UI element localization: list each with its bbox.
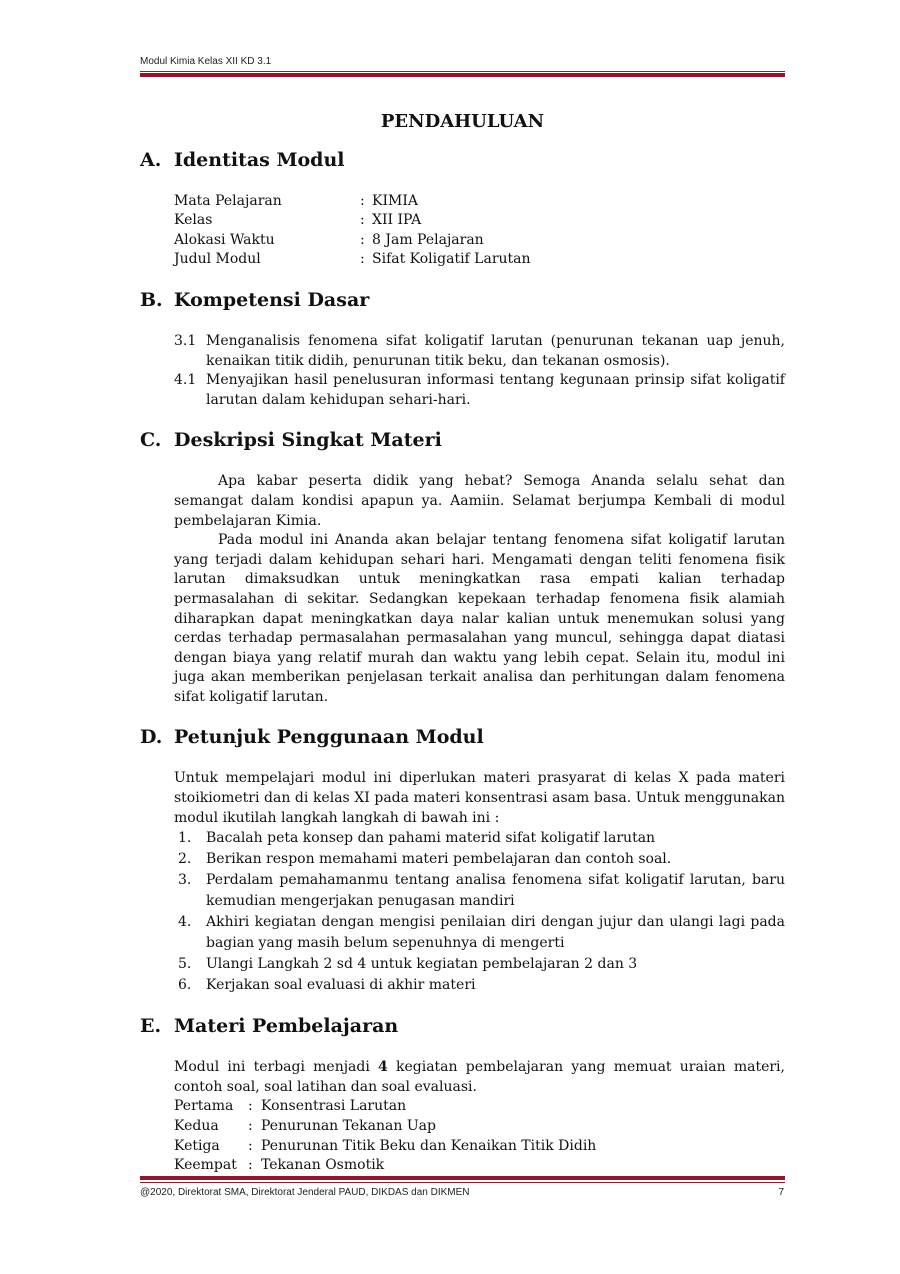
table-row [174,250,531,270]
colon-separator: : [360,212,365,229]
activity-title: Penurunan Titik Beku dan Kenaikan Titik Didih [261,1137,597,1154]
page-number: 7 [778,1187,784,1198]
step-text: Akhiri kegiatan dengan mengisi penilaian diri dengan jujur dan ulangi lagi pada bagian yang masih belum sepenuhnya di mengerti [206,914,785,952]
list-item [174,870,785,912]
running-header: Modul Kimia Kelas XII KD 3.1 [140,56,272,67]
document-title: PENDAHULUAN [380,111,545,132]
colon-separator: : [360,192,365,209]
item-text: Menganalisis fenomena sifat koligatif larutan (penurunan tekanan uap jenuh, kenaikan titik didih, penurunan titik beku, dan tekanan osmosis). [206,332,785,369]
intro-text: Modul ini terbagi menjadi [174,1059,370,1076]
list-item [174,371,785,410]
table-row [174,1156,596,1176]
list-item [174,975,785,996]
header-rule-thin [140,71,785,72]
identity-key: Mata Pelajaran [174,192,282,209]
table-row [174,231,531,251]
table-row [174,192,531,212]
step-text: Bacalah peta konsep dan pahami materid sifat koligatif larutan [206,830,656,847]
table-row [174,1097,596,1117]
paragraph: Untuk mempelajari modul ini diperlukan materi prasyarat di kelas X pada materi stoikiometri dan di kelas XI pada materi konsentrasi asam basa. Untuk menggunakan modul ikutilah langkah langkah di bawah ini : [174,770,785,826]
section-identitas-modul [140,148,785,270]
identity-value: 8 Jam Pelajaran [372,231,484,248]
section-letter: E. [140,1015,162,1038]
identity-key: Kelas [174,212,213,229]
colon-separator: : [248,1098,253,1115]
list-item [174,954,785,975]
step-number: 1. [178,830,192,847]
section-letter: C. [140,429,162,452]
step-number: 6. [178,977,192,994]
list-item [174,828,785,849]
item-number: 3.1 [174,332,197,349]
section-title: Deskripsi Singkat Materi [174,429,442,452]
competency-list [174,332,785,410]
step-text: Berikan respon memahami materi pembelajaran dan contoh soal. [206,851,672,868]
steps-list [174,828,785,996]
colon-separator: : [248,1157,253,1174]
table-row [174,211,531,231]
item-number: 4.1 [174,372,197,389]
footer-rule-thick [140,1176,785,1180]
footer-rule-thin [140,1182,785,1183]
section-kompetensi-dasar [140,288,785,410]
step-text: Ulangi Langkah 2 sd 4 untuk kegiatan pembelajaran 2 dan 3 [206,956,638,973]
step-number: 2. [178,851,192,868]
step-text: Kerjakan soal evaluasi di akhir materi [206,977,476,994]
item-text: Menyajikan hasil penelusuran informasi tentang kegunaan prinsip sifat koligatif larutan dalam kehidupan sehari-hari. [206,372,785,408]
section-heading [140,428,785,452]
colon-separator: : [248,1137,253,1154]
section-materi-pembelajaran [140,1014,785,1176]
identity-value: XII IPA [372,212,422,229]
identity-value: KIMIA [372,192,418,209]
section-heading [140,148,785,172]
activities-table [174,1097,596,1175]
list-item [174,332,785,371]
section-title: Identitas Modul [174,148,345,171]
running-footer: @2020, Direktorat SMA, Direktorat Jenderal PAUD, DIKDAS dan DIKMEN [140,1187,470,1198]
paragraph: Pada modul ini Ananda akan belajar tentang fenomena sifat koligatif larutan yang terjadi dalam kehidupan sehari hari. Mengamati dengan teliti fenomena fisik larutan dimaksudkan untuk meningkatkan rasa empati kalian terhadap permasalahan di sekitar. Sedangkan kepekaan terhadap fenomena fisik alamiah diharapkan dapat meningkatkan daya nalar kalian untuk menemukan solusi yang cerdas terhadap permasalahan permasalahan yang muncul, sehingga dapat diatasi dengan biaya yang relatif murah dan waktu yang lebih cepat. Selain itu, modul ini juga akan memberikan penjelasan terkait analisa dan perhitungan dalam fenomena sifat koligatif larutan. [174,532,785,705]
section-deskripsi-materi [140,428,785,707]
activity-ordinal: Keempat [174,1157,237,1174]
section-letter: B. [140,288,163,311]
activity-count: 4 [378,1059,388,1076]
activity-ordinal: Kedua [174,1118,219,1135]
section-heading [140,288,785,312]
identity-table [174,192,531,270]
page-content [140,112,785,1194]
activity-ordinal: Pertama [174,1098,234,1115]
step-text: Perdalam pemahamanmu tentang analisa fenomena sifat koligatif larutan, baru kemudian mengerjakan penugasan mandiri [206,872,785,910]
section-heading [140,1014,785,1038]
activity-ordinal: Ketiga [174,1137,220,1154]
section-title: Petunjuk Penggunaan Modul [174,726,484,749]
colon-separator: : [248,1118,253,1135]
intro-text: kegiatan pembelajaran yang memuat uraian materi, contoh soal, soal latihan dan soal evaluasi. [174,1059,785,1095]
identity-value: Sifat Koligatif Larutan [372,251,531,268]
step-number: 4. [178,914,192,931]
colon-separator: : [360,231,365,248]
list-item [174,912,785,954]
identity-key: Judul Modul [174,251,261,268]
section-letter: A. [140,148,162,171]
table-row [174,1137,596,1157]
paragraph [174,1058,785,1097]
header-rule-thick [140,73,785,77]
step-number: 5. [178,956,192,973]
activity-title: Tekanan Osmotik [261,1157,385,1174]
colon-separator: : [360,251,365,268]
section-title: Kompetensi Dasar [174,288,370,311]
section-letter: D. [140,726,163,749]
section-heading [140,725,785,749]
step-number: 3. [178,872,192,889]
paragraph: Apa kabar peserta didik yang hebat? Semoga Ananda selalu sehat dan semangat dalam kondisi apapun ya. Aamiin. Selamat berjumpa Kembali di modul pembelajaran Kimia. [174,473,785,529]
section-title: Materi Pembelajaran [174,1015,399,1038]
activity-title: Konsentrasi Larutan [261,1098,407,1115]
identity-key: Alokasi Waktu [174,231,275,248]
table-row [174,1117,596,1137]
list-item [174,849,785,870]
section-petunjuk-penggunaan [140,725,785,996]
activity-title: Penurunan Tekanan Uap [261,1118,436,1135]
